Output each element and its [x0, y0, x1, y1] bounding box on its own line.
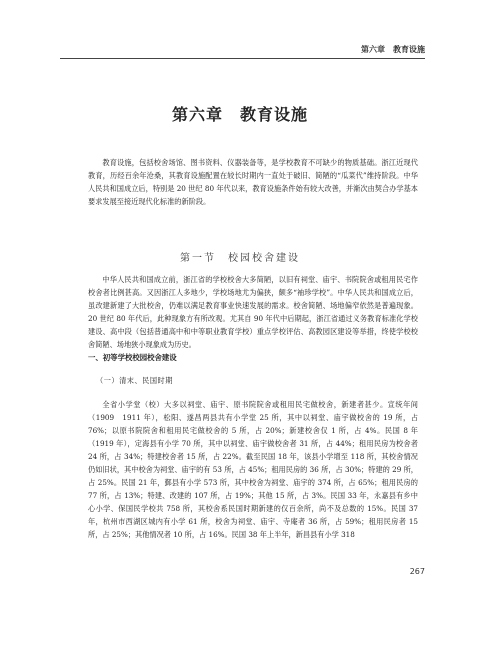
subhead: 一、初等学校校园校舍建设	[88, 353, 177, 362]
intro-paragraph: 教育设施，包括校舍场馆、图书资料、仪器装备等，是学校教育不可缺少的物质基础。浙江近现代教育，历经百余年沧桑，其教育设施配置在较长时期内一直处于破旧、简陋的“瓜菜代”维持阶段。中华人民共和国成立后，特别是 20 世纪 80 年代以来，教育设施条件始有较大改善，并渐次由契合办学基本要求发展至接近现代化标准的新阶段。	[88, 158, 418, 206]
chapter-title: 第六章 教育设施	[171, 105, 308, 124]
section-title: 第一节 校园校舍建设	[180, 253, 300, 264]
running-header: 第六章 教育设施	[60, 44, 425, 59]
section-paragraph: 中华人民共和国成立前，浙江省的学校校舍大多简陋，以旧有祠堂、庙宇、书院院舍或租用民宅作校舍者比例甚高。又因浙江人多地少，学校场地尤为偏狭，颇多“袖珍学校”。中华人民共和国成立后，虽改建新建了大批校舍，仍难以满足教育事业快速发展的需求。校舍简陋、场地偏窄依然是普遍现象。20 世纪 80 年代后，此种现象方有所改观。尤其自 90 年代中后期起，浙江省通过义务教育标准化学校建设、高中段（包括普通高中和中等职业教育学校）重点学校评估、高教园区建设等举措，终使学校校舍简陋、场地狭小现象成为历史。	[88, 275, 418, 349]
page-number: 267	[409, 567, 425, 576]
body-paragraph: 全省小学堂（校）大多以祠堂、庙宇、原书院院舍或租用民宅做校舍，新建者甚少。宣统年间（1909 1911 年），松阳、遂昌两县共有小学堂 25 所，其中以祠堂、庙宇做校舍的 19 所，占 76%；以原书院院舍和租用民宅做校舍的 5 所，占 20%；新建校舍仅 1 所，占 4%。民国 8 年（1919 年），定海县有小学 70 所，其中以祠堂、庙宇做校舍者 31 所，占 44%；租用民房为校舍者 24 所，占 34%；特建校舍者 15 所，占 22%。截至民国 18 年，该县小学增至 118 所，其校舍情况仍如旧状，其中校舍为祠堂、庙宇的有 53 所，占 45%；租用民房的 36 所，占 30%；特建的 29 所，占 25%。民国 21 年，鄞县有小学 573 所，其中校舍为祠堂、庙宇的 374 所，占 65%；租用民房的 77 所，占 13%；特建、改建的 107 所，占 19%；其他 15 所，占 3%。民国 33 年，永嘉县有乡中心小学、保国民学校共 758 所，其校舍系民国时期新建的仅百余所，尚不及总数的 15%。民国 37 年，杭州市西湖区城内有小学 61 所，校舍为祠堂、庙宇、寺庵者 36 所，占 59%；租用民房者 15 所，占 25%；其他情况者 10 所，占 16%。民国 38 年上半年，新昌县有小学 318	[88, 400, 418, 539]
subsubhead: （一）清末、民国时期	[96, 376, 173, 385]
